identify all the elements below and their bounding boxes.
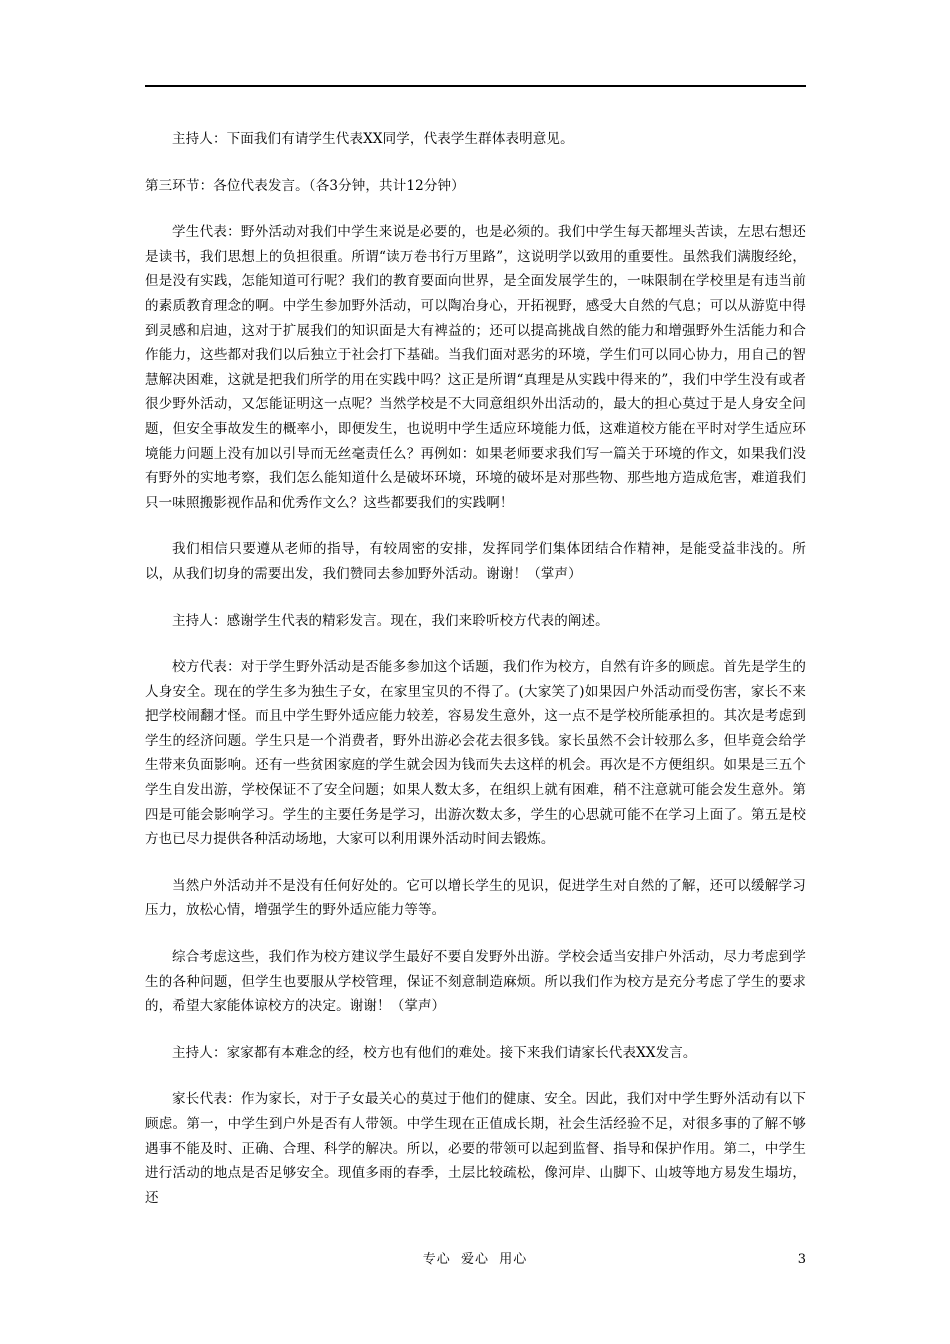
header-rule [145,85,806,87]
page-body [145,127,806,1232]
paragraph-student-conclusion: 我们相信只要遵从老师的指导，有较周密的安排，发挥同学们集体团结合作精神，是能受益非浅的。所以，从我们切身的需要出发，我们赞同去参加野外活动。谢谢！（掌声） [145,541,806,582]
paragraph-section-three-heading: 第三环节：各位代表发言。（各3分钟，共计12分钟） [145,177,465,194]
footer-motto: 专心 爱心 用心 [422,1252,528,1267]
paragraph-school-representative: 校方代表：对于学生野外活动是否能多参加这个话题，我们作为校方，自然有许多的顾虑。首先是学生的人身安全。现在的学生多为独生子女，在家里宝贝的不得了。(大家笑了)如果因户外活动而受伤害，家长不来把学校闹翻才怪。而且中学生野外适应能力较差，容易发生意外，这一点不是学校所能承担的。其次是考虑到学生的经济问题。学生只是一个消费者，野外出游必会花去很多钱。家长虽然不会计较那么多，但毕竟会给学生带来负面影响。还有一些贫困家庭的学生就会因为钱而失去这样的机会。再次是不方便组织。如果是三五个学生自发出游，学校保证不了安全问题；如果人数太多，在组织上就有困难，稍不注意就可能会发生意外。第四是可能会影响学习。学生的主要任务是学习，出游次数太多，学生的心思就可能不在学习上面了。第五是校方也已尽力提供各种活动场地，大家可以利用课外活动时间去锻炼。 [145,659,806,848]
paragraph-school-benefits: 当然户外活动并不是没有任何好处的。它可以增长学生的见识，促进学生对自然的了解，还可以缓解学习压力，放松心情，增强学生的野外适应能力等等。 [145,877,806,919]
paragraph-host-intro-parent: 主持人：家家都有本难念的经，校方也有他们的难处。接下来我们请家长代表XX发言。 [172,1044,697,1061]
paragraph-host-intro-school: 主持人：感谢学生代表的精彩发言。现在，我们来聆听校方代表的阐述。 [172,612,609,629]
paragraph-school-conclusion: 综合考虑这些，我们作为校方建议学生最好不要自发野外出游。学校会适当安排户外活动，尽力考虑到学生的各种问题，但学生也要服从学校管理，保证不刻意制造麻烦。所以我们作为校方是充分考虑了学生的要求的，希望大家能体谅校方的决定。谢谢！（掌声） [145,949,806,1015]
page-footer [0,1250,950,1270]
paragraph-student-representative: 学生代表：野外活动对我们中学生来说是必要的，也是必须的。我们中学生每天都埋头苦读，左思右想还是读书，我们思想上的负担很重。所谓“读万卷书行万里路”，这说明学以致用的重要性。虽然我们满腹经纶，但是没有实践，怎能知道可行呢？我们的教育要面向世界，是全面发展学生的，一味限制在学校里是有违当前的素质教育理念的啊。中学生参加野外活动，可以陶冶身心，开拓视野，感受大自然的气息；可以从游览中得到灵感和启迪，这对于扩展我们的知识面是大有裨益的；还可以提高挑战自然的能力和增强野外生活能力和合作能力，这些都对我们以后独立于社会打下基础。当我们面对恶劣的环境，学生们可以同心协力，用自己的智慧解决困难，这就是把我们所学的用在实践中吗？这正是所谓“真理是从实践中得来的”，我们中学生没有或者很少野外活动，又怎能证明这一点呢？当然学校是不大同意组织外出活动的，最大的担心莫过于是人身安全问题，但安全事故发生的概率小，即便发生，也说明中学生适应环境能力低，这难道校方能在平时对学生适应环境能力问题上没有加以引导而无丝毫责任么？再例如：如果老师要求我们写一篇关于环境的作文，如果我们没有野外的实地考察，我们怎么能知道什么是破坏环境，环境的破坏是对那些物、那些地方造成危害，难道我们只一味照搬影视作品和优秀作文么？这些都要我们的实践啊！ [145,224,806,511]
paragraph-parent-representative: 家长代表：作为家长，对于子女最关心的莫过于他们的健康、安全。因此，我们对中学生野外活动有以下顾虑。第一，中学生到户外是否有人带领。中学生现在正值成长期，社会生活经验不足，对很多事的了解不够遇事不能及时、正确、合理、科学的解决。所以，必要的带领可以起到监督、指导和保护作用。第二，中学生进行活动的地点是否足够安全。现值多雨的春季，土层比较疏松，像河岸、山脚下、山坡等地方易发生塌坊，还 [145,1091,806,1206]
paragraph-host-intro-student: 主持人：下面我们有请学生代表XX同学，代表学生群体表明意见。 [172,131,574,147]
page-number: 3 [797,1252,806,1267]
